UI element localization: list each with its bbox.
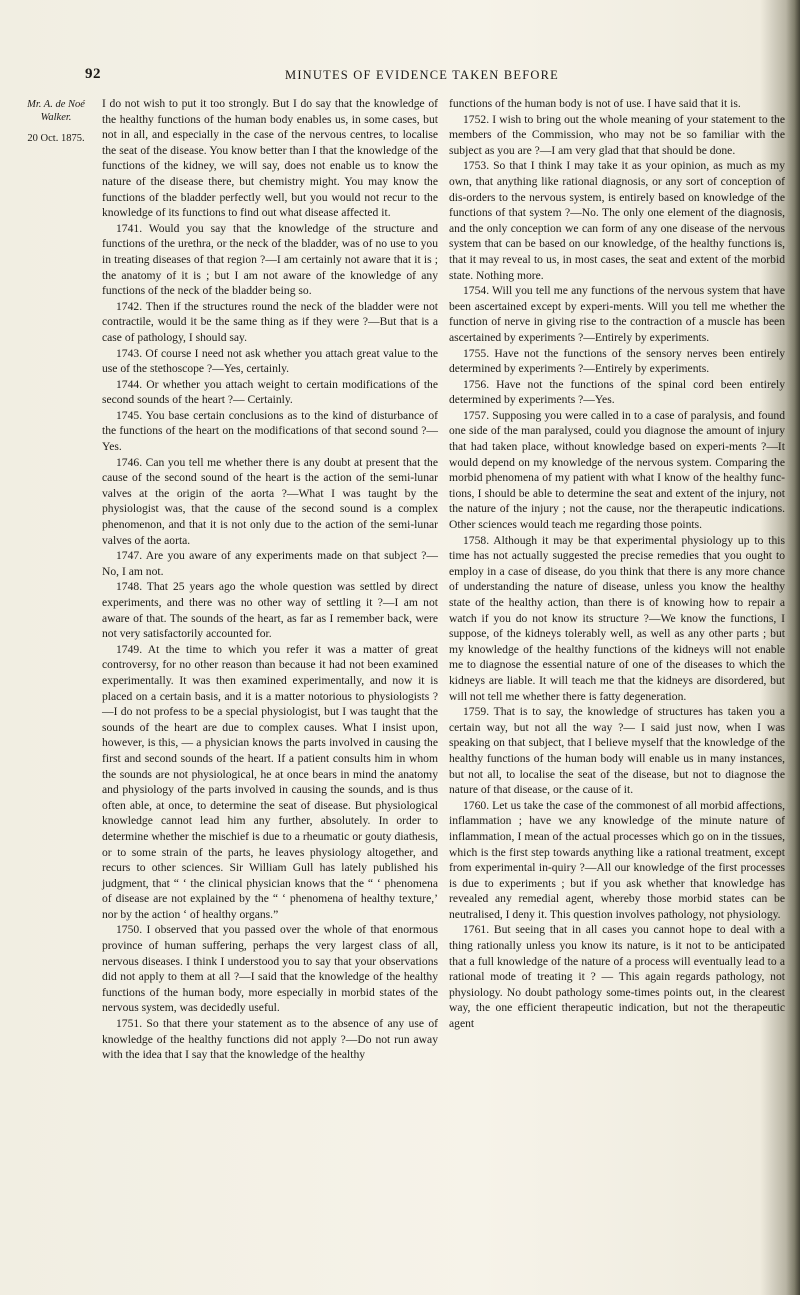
evidence-paragraph: 1756. Have not the functions of the spinal cord been entirely determined by experiments ?—Yes. xyxy=(449,377,785,407)
page-header xyxy=(0,66,800,86)
running-title: MINUTES OF EVIDENCE TAKEN BEFORE xyxy=(285,68,559,82)
evidence-paragraph: 1760. Let us take the case of the commonest of all morbid affections, inflammation ; have we any knowledge of the minute nature of inflammation, I mean of the actual processes which go on in the tissues, which is the first step towards anything like a rational treatment, except from experimental in-quiry ?—All our knowledge of the first processes is due to experiments ; but if you ask whether that knowledge has revealed any remedial agent, whereby those morbid states can be neutralised, I deny it. This question involves pathology, not physiology. xyxy=(449,798,785,921)
evidence-paragraph: 1741. Would you say that the knowledge of the structure and functions of the urethra, or the neck of the bladder, was of no use to you in treating diseases of that region ?—I am certainly not aware that it is ; the anatomy of it is ; but I am not aware of the knowledge of any functions of the neck of the bladder being so. xyxy=(102,221,438,298)
right-column xyxy=(449,96,785,1032)
evidence-paragraph: 1754. Will you tell me any functions of the nervous system that have been ascertained except by experi-ments. Will you tell me whether the function of nerve in giving rise to the contraction of a muscle has been ascertained by experiments ?—Entirely by experiments. xyxy=(449,284,785,344)
left-column xyxy=(102,96,438,1063)
evidence-paragraph: 1752. I wish to bring out the whole meaning of your statement to the members of the Commission, who may not be so familiar with the subject as you are ?—I am very glad that that should be done. xyxy=(449,112,785,157)
page-number: 92 xyxy=(85,66,101,82)
evidence-paragraph: 1759. That is to say, the knowledge of structures has taken you a certain way, but not all the way ?— I said just now, when I was speaking on that subject, that I believe myself that the knowledge of the healthy functions of the human body will enable us in many instances, but not all, to localise the seat of the disease, but not to diagnose the nature of that disease, or the cause of it. xyxy=(449,705,785,797)
page-edge-shadow xyxy=(786,0,800,1295)
witness-name: Mr. A. de Noé Walker. xyxy=(27,99,85,123)
continued-paragraph: I do not wish to put it too strongly. But I do say that the knowledge of the healthy functions of the human body enables us, in some cases, but not in all, and especially in the case of the nervous centres, to localise the seat of the disease. You know better than I that the knowledge of the functions of the kidney, we will say, does not enable us to know the nature of the disease there, but chemistry might. You may know the functions of the bladder perfectly well, but you would not recur to the knowledge of its functions to find out what disease affected it. xyxy=(102,97,438,220)
evidence-paragraph: 1747. Are you aware of any experiments made on that subject ?—No, I am not. xyxy=(102,549,438,578)
margin-note xyxy=(18,98,94,145)
evidence-paragraph: 1755. Have not the functions of the sensory nerves been entirely determined by experiments ?—Entirely by experiments. xyxy=(449,346,785,376)
continued-paragraph: functions of the human body is not of use. I have said that it is. xyxy=(449,97,741,110)
evidence-paragraph: 1742. Then if the structures round the neck of the bladder were not contractile, would it be the same thing as if they were ?—But that is a case of pathology, I should say. xyxy=(102,299,438,344)
evidence-paragraph: 1761. But seeing that in all cases you cannot hope to deal with a thing rationally unless you know its nature, is it not to be anticipated that a full knowledge of the nature of a process will eventually lead to a rational mode of treating it ? — This again regards pathology, not physiology. No doubt pathology some-times points out, in the clearest way, the one efficient therapeutic indication, but not the therapeutic agent xyxy=(449,923,785,1031)
evidence-paragraph: 1744. Or whether you attach weight to certain modifications of the second sounds of the heart ?— Certainly. xyxy=(102,377,438,407)
evidence-paragraph: 1758. Although it may be that experimental physiology up to this time has not actually suggested the precise remedies that you ought to employ in a case of disease, do you think that there is any more chance of understanding the nature of disease, unless you know the healthy state of the healthy action, than there is of knowing how to repair a watch if you do not know its structure ?—We know the functions, I suppose, of the kidneys tolerably well, as well as any other parts ; but my knowledge of the healthy functions of the kidneys will not enable me to diagnose the essential nature of one of the diseases to which the kidneys are liable. It will teach me that the kidneys are disordered, but will not tell me whether there is fatty degeneration. xyxy=(449,533,785,703)
evidence-paragraph: 1745. You base certain conclusions as to the kind of disturbance of the functions of the heart on the modifications of that second sound ?—Yes. xyxy=(102,408,438,454)
evidence-paragraph: 1743. Of course I need not ask whether you attach great value to the use of the stethoscope ?—Yes, certainly. xyxy=(102,346,438,376)
evidence-paragraph: 1753. So that I think I may take it as your opinion, as much as my own, that anything like rational diagnosis, or any sort of conception of dis-orders to the nervous system, is entirely based on knowledge of the functions of that system ?—No. The only one element of the diagnosis, and the only conception we can form of any one disease of the nervous system that can be based on our knowledge, of the healthy functions is, that it may reveal to us, in most cases, the seat and extent of the morbid state. Nothing more. xyxy=(449,159,785,282)
evidence-paragraph: 1748. That 25 years ago the whole question was settled by direct experiments, and there was no other way of settling it ?—I am not aware of that. The sounds of the heart, as far as I remember back, were not very satisfactorily accounted for. xyxy=(102,580,438,641)
evidence-paragraph: 1746. Can you tell me whether there is any doubt at present that the cause of the second sound of the heart is the action of the semi-lunar valves at the origin of the aorta ?—What I was taught by the physiologist was, that the cause of the second sound is a complex phenomenon, and that it is not only due to the action of the semi-lunar valves of the aorta. xyxy=(102,455,438,547)
evidence-paragraph: 1749. At the time to which you refer it was a matter of great controversy, for no other reason than because it had not been examined experimentally. It was then examined experimentally, and now it is placed on a certain basis, and it is a matter notorious to physiologists ?—I do not profess to be a special physiologist, but I was taught that the sounds of the heart are due to complex causes. What I insist upon, however, is this, — a physician knows the parts involved in causing the first and second sounds of the heart. If a patient consults him in whom the sounds are not physiological, he at once bears in mind the anatomy and physiology of the parts involved in causing the sounds, and is thus often able, at once, to determine the seat of disease. But physiological knowledge cannot lead him any further, absolutely. In order to determine whether the mischief is due to a rheumatic or gouty diathesis, or to some strain of the parts, he leaves physiology altogether, and recurs to other sciences. Sir William Gull has lately published his judgment, that “ ‘ the clinical physician knows that the “ ‘ phenomena of disease are not explained by the “ ‘ phenomena of healthy texture,’ nor by the action ‘ of healthy organs.” xyxy=(102,642,438,921)
evidence-paragraph: 1757. Supposing you were called in to a case of paralysis, and found one side of the man paralysed, could you diagnose the amount of injury that had taken place, without knowledge based on experi-ments ?—It would depend on my knowledge of the nervous system. Comparing the morbid phenomena of my patient with what I know of the healthy func-tions, I should be able to determine the seat and extent of the injury, not the nature of the injury ; not the cause, nor the therapeutic indications. Other sciences would teach me regarding those points. xyxy=(449,408,785,532)
evidence-paragraph: 1751. So that there your statement as to the absence of any use of knowledge of the healthy functions did not apply ?—Do not run away with the idea that I say that the knowledge of the healthy xyxy=(102,1017,438,1062)
session-date: 20 Oct. 1875. xyxy=(27,133,85,144)
evidence-paragraph: 1750. I observed that you passed over the whole of that enormous province of human suffering, perhaps the very largest class of all, nervous diseases. I think I understood you to say that your observations did not apply to them at all ?—I said that the knowledge of the healthy functions of the human body, more especially in morbid states of the nervous system, was decidedly useful. xyxy=(102,923,438,1015)
